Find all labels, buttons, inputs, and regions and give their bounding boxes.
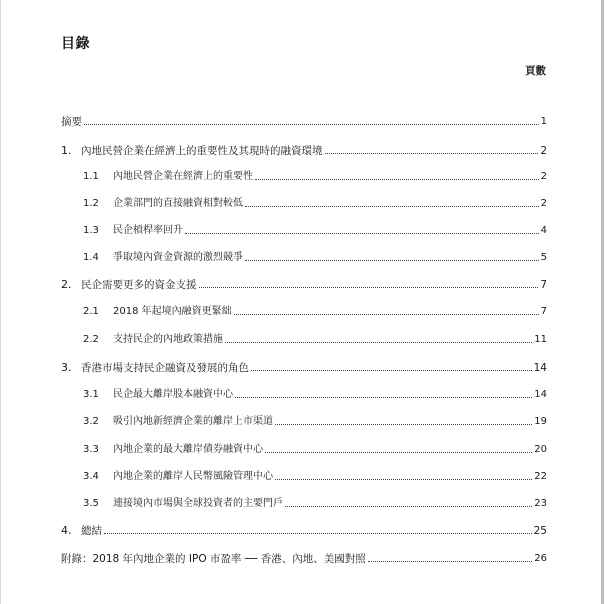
toc-entry-label: 內地企業的離岸人民幣風險管理中心 (113, 471, 273, 482)
toc-entry[interactable] (83, 467, 547, 483)
dot-leader (235, 396, 532, 398)
toc-entry-number: 1.1 (83, 171, 99, 182)
toc-entry-page: 14 (533, 362, 547, 374)
toc-entry-label: 內地企業的最大離岸債券融資中心 (113, 444, 263, 455)
toc-entry-page: 2 (540, 145, 547, 157)
toc-entry-label: 支持民企的內地政策措施 (113, 334, 223, 345)
dot-leader (325, 152, 539, 154)
toc-entry-label: 總結 (81, 525, 102, 537)
toc-entry-label: 內地民營企業在經濟上的重要性 (113, 171, 253, 182)
toc-entry-page: 11 (534, 334, 547, 345)
toc-entry-page: 1 (540, 116, 547, 127)
dot-leader (185, 232, 539, 234)
toc-entry-label: 內地民營企業在經濟上的重要性及其現時的融資環境 (81, 145, 323, 157)
toc-entry-page: 14 (534, 389, 547, 400)
toc-entry-label: 民企需要更多的資金支援 (81, 279, 197, 291)
toc-entry-number: 1.2 (83, 198, 99, 209)
toc-entry-page: 23 (534, 498, 547, 509)
toc-entry[interactable] (61, 358, 547, 374)
toc-entry-label: 連接境內市場與全球投資者的主要門戶 (113, 498, 283, 509)
toc-entry-page: 19 (534, 416, 547, 427)
toc-entry[interactable] (83, 412, 547, 428)
dot-leader (225, 341, 532, 343)
dot-leader (251, 369, 532, 371)
toc-entry[interactable] (83, 248, 547, 264)
toc-entry-label: 附錄：2018 年內地企業的 IPO 市盈率 ── 香港、內地、美國對照 (61, 553, 366, 565)
toc-entry-page: 7 (540, 279, 547, 291)
toc-entry-page: 2 (540, 171, 547, 182)
toc-entry-number: 3. (61, 361, 72, 374)
toc-entry-page: 20 (534, 444, 547, 455)
toc-entry[interactable] (61, 141, 547, 157)
dot-leader (245, 205, 539, 207)
toc-entry[interactable] (83, 385, 547, 401)
toc-entry-label: 香港市場支持民企融資及發展的角色 (81, 362, 249, 374)
toc-entry-page: 22 (534, 471, 547, 482)
dot-leader (265, 451, 532, 453)
dot-leader (199, 286, 539, 288)
toc-entry[interactable] (61, 275, 547, 291)
dot-leader (275, 478, 532, 480)
dot-leader (245, 259, 539, 261)
toc-entry-number: 1.4 (83, 252, 99, 263)
toc-entry[interactable] (83, 440, 547, 456)
dot-leader (104, 532, 532, 534)
toc-entry[interactable] (83, 194, 547, 210)
toc-entry-page: 4 (540, 225, 547, 236)
dot-leader (275, 423, 532, 425)
toc-entry-page: 5 (540, 252, 547, 263)
dot-leader (255, 178, 539, 180)
toc-entry-number: 2.2 (83, 334, 99, 345)
toc-entry[interactable] (83, 302, 547, 318)
toc-entry-label: 2018 年起境內融資更緊絀 (113, 306, 232, 317)
toc-entry-number: 2. (61, 278, 72, 291)
toc-entry-number: 3.1 (83, 389, 99, 400)
toc-entry-number: 4. (61, 524, 72, 537)
toc-entry-label: 企業部門的直接融資相對較低 (113, 198, 243, 209)
toc-entry[interactable] (83, 167, 547, 183)
toc-entry-number: 3.3 (83, 444, 99, 455)
toc-entry-label: 吸引內地新經濟企業的離岸上市渠道 (113, 416, 273, 427)
toc-entry-number: 3.4 (83, 471, 99, 482)
dot-leader (285, 505, 532, 507)
dot-leader (368, 560, 533, 562)
dot-leader (84, 123, 539, 125)
toc-entry-number: 1.3 (83, 225, 99, 236)
toc-entry[interactable] (61, 112, 547, 128)
toc-entry-page: 2 (540, 198, 547, 209)
page-column-header: 頁數 (525, 65, 546, 77)
toc-entry[interactable] (61, 521, 547, 537)
toc-entry[interactable] (61, 549, 547, 565)
toc-entry-page: 25 (533, 525, 547, 537)
toc-entry-number: 3.5 (83, 498, 99, 509)
toc-entry[interactable] (83, 494, 547, 510)
toc-entry-label: 摘要 (61, 116, 82, 128)
toc-entry[interactable] (83, 330, 547, 346)
toc-entry-label: 民企最大離岸股本融資中心 (113, 389, 233, 400)
toc-entry-page: 26 (534, 553, 547, 564)
toc-entry[interactable] (83, 221, 547, 237)
toc-entry-label: 民企槓桿率回升 (113, 225, 183, 236)
dot-leader (234, 313, 539, 315)
toc-entry-number: 2.1 (83, 306, 99, 317)
toc-entry-label: 爭取境內資金資源的激烈競爭 (113, 252, 243, 263)
toc-entry-number: 1. (61, 144, 72, 157)
toc-entry-number: 3.2 (83, 416, 99, 427)
page-title: 目錄 (61, 36, 90, 52)
toc-entry-page: 7 (540, 306, 547, 317)
